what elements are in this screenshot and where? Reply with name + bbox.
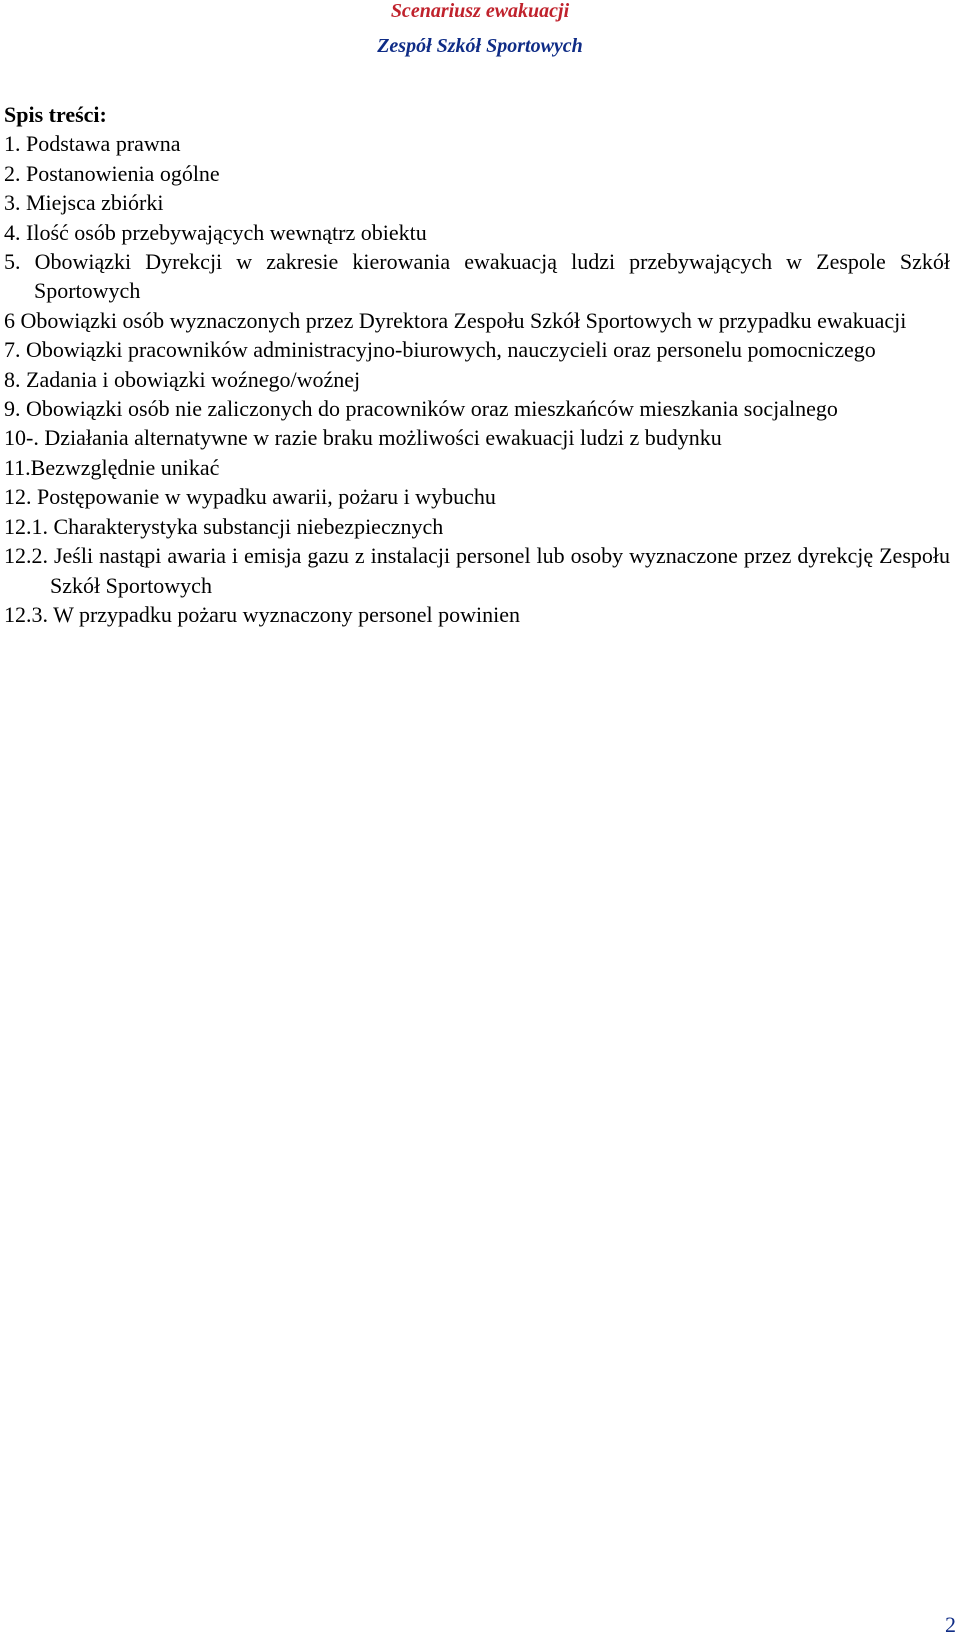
toc-item: 8. Zadania i obowiązki woźnego/woźnej xyxy=(4,366,361,392)
toc-item: 11.Bezwzględnie unikać xyxy=(4,454,220,480)
toc-item: 1. Podstawa prawna xyxy=(4,131,181,157)
toc-item: 6 Obowiązki osób wyznaczonych przez Dyrektora Zespołu Szkół Sportowych w przypadku ewakuacji xyxy=(4,307,907,333)
table-of-contents xyxy=(4,100,950,629)
toc-item: 12.1. Charakterystyka substancji niebezpiecznych xyxy=(4,513,444,539)
document-subtitle: Zespół Szkół Sportowych xyxy=(377,35,583,57)
toc-item: 2. Postanowienia ogólne xyxy=(4,160,220,186)
toc-item: 12. Postępowanie w wypadku awarii, pożaru i wybuchu xyxy=(4,484,496,510)
toc-item: 10-. Działania alternatywne w razie braku możliwości ewakuacji ludzi z budynku xyxy=(4,425,722,451)
toc-item: 3. Miejsca zbiórki xyxy=(4,190,164,216)
toc-item: 5. Obowiązki Dyrekcji w zakresie kierowania ewakuacją ludzi przebywających w Zespole Szkół Sportowych xyxy=(4,249,950,304)
page-number: 2 xyxy=(945,1612,956,1637)
toc-list xyxy=(4,129,950,629)
toc-item: 12.2. Jeśli nastąpi awaria i emisja gazu z instalacji personel lub osoby wyznaczone przez dyrekcję Zespołu Szkół Sportowych xyxy=(4,543,950,598)
toc-heading: Spis treści: xyxy=(4,102,107,127)
toc-item: 9. Obowiązki osób nie zaliczonych do pracowników oraz mieszkańców mieszkania socjalnego xyxy=(4,396,838,422)
toc-item: 12.3. W przypadku pożaru wyznaczony personel powinien xyxy=(4,601,521,627)
toc-item: 4. Ilość osób przebywających wewnątrz obiektu xyxy=(4,219,427,245)
document-title: Scenariusz ewakuacji xyxy=(390,0,570,22)
toc-item: 7. Obowiązki pracowników administracyjno-biurowych, nauczycieli oraz personelu pomocniczego xyxy=(4,337,876,363)
